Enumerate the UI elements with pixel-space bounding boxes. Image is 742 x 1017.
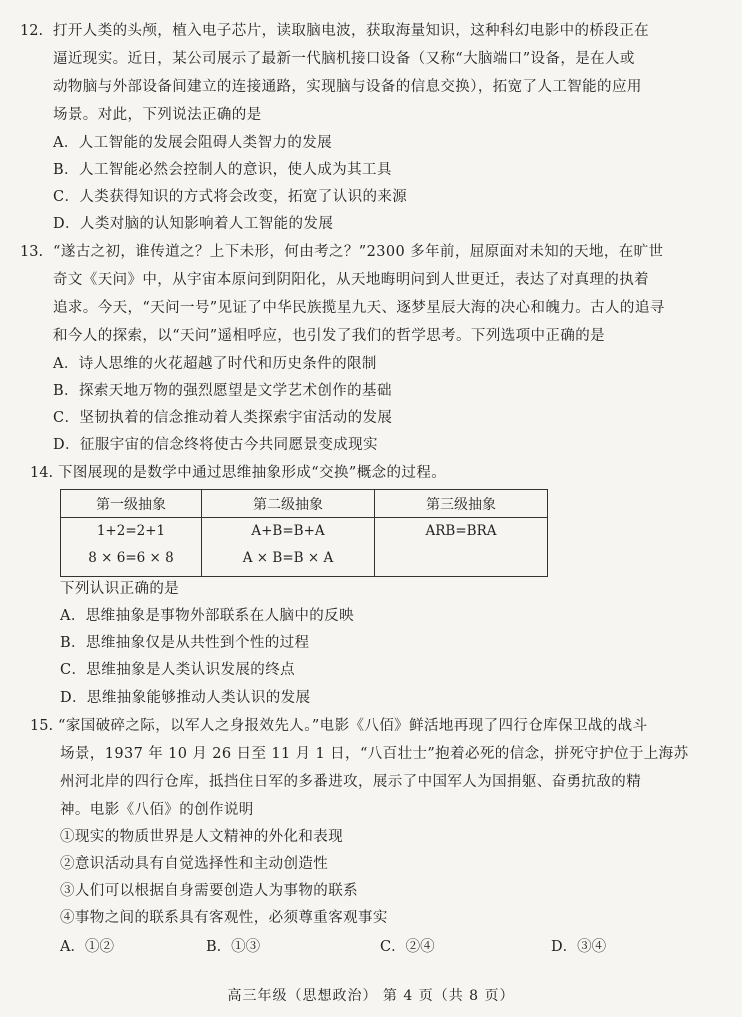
- answer-option: C．②④: [380, 939, 435, 955]
- question-stem-line: 场景，1937 年 10 月 26 日至 11 月 1 日，“八百壮士”抱着必死的信念，拼死守护位于上海苏: [60, 746, 689, 762]
- table-cell-line: A × B=B × A: [242, 550, 334, 566]
- table-cell-line: 1+2=2+1: [96, 523, 166, 539]
- question-stem-line: 奇文《天问》中，从宇宙本原问到阴阳化，从天地晦明问到人世更迁，表达了对真理的执着: [53, 272, 649, 288]
- abstraction-table: [60, 489, 548, 577]
- statement-item: ①现实的物质世界是人文精神的外化和表现: [60, 829, 344, 845]
- table-header: 第二级抽象: [202, 490, 375, 518]
- table-cell: [375, 518, 548, 577]
- table-cell: [61, 518, 202, 577]
- table-header: 第三级抽象: [375, 490, 548, 518]
- question-stem-line: 打开人类的头颅，植入电子芯片，读取脑电波，获取海量知识，这种科幻电影中的桥段正在: [53, 23, 649, 39]
- question-stem-line: 神。电影《八佰》的创作说明: [60, 802, 254, 818]
- statement-item: ④事物之间的联系具有客观性，必须尊重客观事实: [60, 910, 388, 926]
- table-row: [61, 518, 548, 577]
- table-cell-line: A+B=B+A: [251, 523, 325, 539]
- answer-option: B．①③: [206, 939, 261, 955]
- question-stem-line: 逼近现实。近日，某公司展示了最新一代脑机接口设备（又称“大脑端口”设备，是在人或: [53, 51, 635, 67]
- answer-option: C．人类获得知识的方式将会改变，拓宽了认识的来源: [53, 189, 408, 205]
- question-stem-line: 和今人的探索，以“天问”遥相呼应，也引发了我们的哲学思考。下列选项中正确的是: [53, 328, 606, 344]
- answer-option: C．坚韧执着的信念推动着人类探索宇宙活动的发展: [53, 410, 393, 426]
- question-stem-line: 下图展现的是数学中通过思维抽象形成“交换”概念的过程。: [58, 465, 447, 481]
- question-number: 12.: [20, 23, 44, 39]
- page-footer: 高三年级（思想政治） 第 4 页（共 8 页）: [227, 988, 515, 1004]
- answer-option: D．思维抽象能够推动人类认识的发展: [60, 690, 311, 706]
- answer-option: A．人工智能的发展会阻碍人类智力的发展: [53, 135, 333, 151]
- question-stem-line: 动物脑与外部设备间建立的连接通路，实现脑与设备的信息交换），拓宽了人工智能的应用: [53, 79, 642, 95]
- question-number: 15.: [30, 718, 54, 734]
- question-prompt: 下列认识正确的是: [60, 581, 180, 597]
- table-header-row: [61, 490, 548, 518]
- question-stem-line: 场景。对此，下列说法正确的是: [53, 107, 262, 123]
- answer-option: B．探索天地万物的强烈愿望是文学艺术创作的基础: [53, 383, 392, 399]
- table-header: 第一级抽象: [61, 490, 202, 518]
- answer-option: A．①②: [60, 939, 114, 955]
- answer-option: B．思维抽象仅是从共性到个性的过程: [60, 635, 310, 651]
- question-number: 13.: [20, 244, 44, 260]
- question-stem-line: “家国破碎之际，以军人之身报效先人。”电影《八佰》鲜活地再现了四行仓库保卫战的战斗: [58, 718, 648, 734]
- answer-option: A．思维抽象是事物外部联系在人脑中的反映: [60, 608, 354, 624]
- answer-option: D．征服宇宙的信念终将使古今共同愿景变成现实: [53, 437, 378, 453]
- answer-option: B．人工智能必然会控制人的意识，使人成为其工具: [53, 162, 392, 178]
- statement-item: ②意识活动具有自觉选择性和主动创造性: [60, 856, 329, 872]
- statement-item: ③人们可以根据自身需要创造人为事物的联系: [60, 883, 358, 899]
- table-cell-line: 8 × 6=6 × 8: [88, 550, 174, 566]
- table-cell: [202, 518, 375, 577]
- question-stem-line: “遂古之初，谁传道之？上下未形，何由考之？”2300 多年前，屈原面对未知的天地，在旷世: [53, 244, 664, 260]
- answer-option: D．③④: [551, 939, 607, 955]
- answer-option: D．人类对脑的认知影响着人工智能的发展: [53, 216, 334, 232]
- answer-option: A．诗人思维的火花超越了时代和历史条件的限制: [53, 356, 377, 372]
- question-stem-line: 州河北岸的四行仓库，抵挡住日军的多番进攻，展示了中国军人为国捐躯、奋勇抗敌的精: [60, 774, 642, 790]
- question-stem-line: 追求。今天，“天问一号”见证了中华民族揽星九天、逐梦星辰大海的决心和魄力。古人的追寻: [53, 300, 665, 316]
- table-cell-line: ARB=BRA: [425, 523, 497, 539]
- question-number: 14.: [30, 465, 54, 481]
- answer-option: C．思维抽象是人类认识发展的终点: [60, 662, 295, 678]
